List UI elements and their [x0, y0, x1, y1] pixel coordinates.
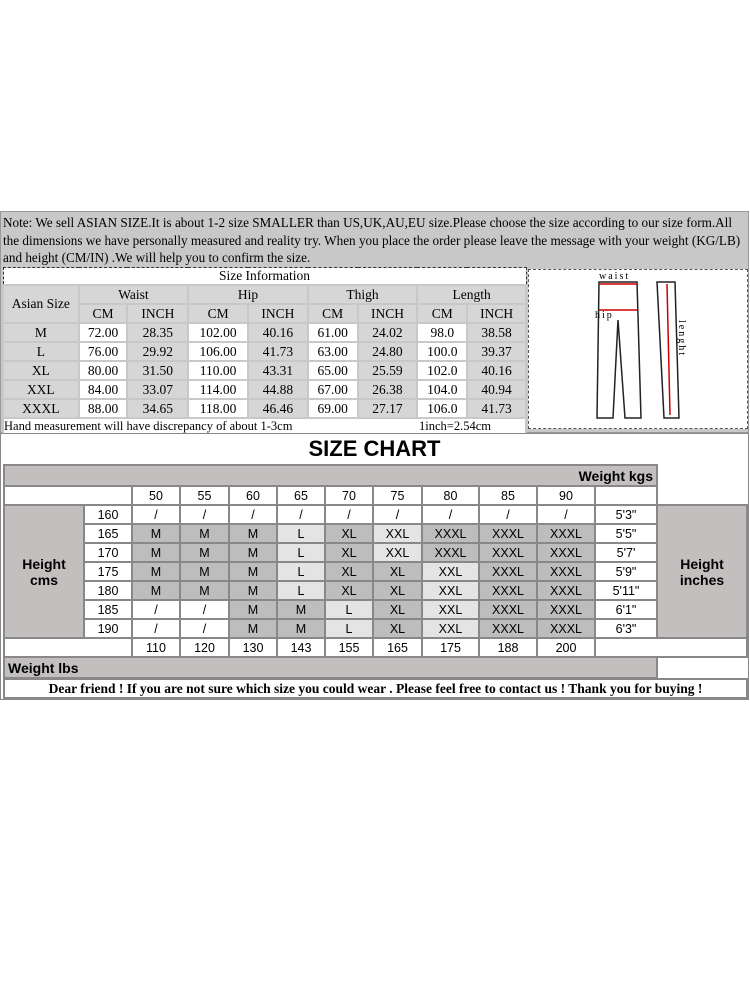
measurement-cell: 72.00	[79, 323, 128, 342]
measurement-cell: 98.0	[417, 323, 467, 342]
size-cell: XL	[325, 524, 373, 543]
size-cell: M	[229, 524, 277, 543]
height-cm-value: 175	[84, 562, 132, 581]
size-cell: M	[229, 543, 277, 562]
unit-header: CM	[79, 304, 128, 323]
measurement-cell: 43.31	[248, 361, 308, 380]
size-cell: XXXL	[537, 581, 595, 600]
lb-value: 110	[132, 638, 180, 657]
length-label: lenght	[676, 320, 687, 357]
measurement-cell: 41.73	[467, 399, 526, 418]
unit-header: CM	[308, 304, 358, 323]
size-cell: M	[229, 619, 277, 638]
blank-cell	[4, 638, 132, 657]
size-cell: XL	[325, 562, 373, 581]
group-header: Length	[417, 285, 526, 304]
size-cell: XXXL	[537, 600, 595, 619]
lb-value: 143	[277, 638, 325, 657]
size-cell: /	[277, 505, 325, 524]
size-cell: XXXL	[479, 581, 537, 600]
size-label: XL	[3, 361, 79, 380]
measurement-cell: 39.37	[467, 342, 526, 361]
measurement-cell: 31.50	[127, 361, 188, 380]
measurement-cell: 110.00	[188, 361, 248, 380]
measurement-cell: 63.00	[308, 342, 358, 361]
size-cell: XXL	[373, 524, 422, 543]
height-inch-value: 5'11"	[595, 581, 657, 600]
measurement-cell: 65.00	[308, 361, 358, 380]
size-cell: XL	[373, 581, 422, 600]
size-cell: XXL	[373, 543, 422, 562]
waist-label: waist	[599, 271, 631, 282]
weight-lbs-row	[4, 657, 747, 678]
size-information-table	[2, 267, 527, 436]
height-inch-value: 5'7'	[595, 543, 657, 562]
measurement-cell: 84.00	[79, 380, 128, 399]
height-inch-value: 5'9"	[595, 562, 657, 581]
size-cell: XXXL	[479, 600, 537, 619]
measurement-cell: 102.00	[188, 323, 248, 342]
lb-value: 155	[325, 638, 373, 657]
measurement-cell: 106.00	[188, 342, 248, 361]
size-cell: /	[180, 619, 229, 638]
height-cm-value: 190	[84, 619, 132, 638]
size-cell: XXL	[422, 562, 479, 581]
unit-row	[3, 304, 526, 323]
size-cell: XXXL	[422, 543, 479, 562]
measurement-cell: 44.88	[248, 380, 308, 399]
measurement-cell: 40.16	[248, 323, 308, 342]
table-row	[3, 361, 526, 380]
size-cell: XL	[373, 562, 422, 581]
size-cell: /	[132, 505, 180, 524]
unit-header: INCH	[127, 304, 188, 323]
size-cell: L	[277, 581, 325, 600]
measurement-cell: 106.0	[417, 399, 467, 418]
measurement-cell: 24.02	[358, 323, 418, 342]
height-row	[4, 581, 747, 600]
kgs-row	[4, 486, 747, 505]
measurement-cell: 102.0	[417, 361, 467, 380]
unit-header: CM	[188, 304, 248, 323]
kg-value: 65	[277, 486, 325, 505]
lb-value: 188	[479, 638, 537, 657]
size-cell: XXXL	[537, 524, 595, 543]
size-cell: /	[132, 600, 180, 619]
measurement-cell: 25.59	[358, 361, 418, 380]
size-label: M	[3, 323, 79, 342]
size-cell: XL	[325, 543, 373, 562]
height-row	[4, 524, 747, 543]
size-cell: XXXL	[422, 524, 479, 543]
kg-value: 50	[132, 486, 180, 505]
unit-header: INCH	[248, 304, 308, 323]
lb-value: 120	[180, 638, 229, 657]
size-cell: XXXL	[537, 543, 595, 562]
size-chart-panel	[0, 433, 749, 700]
size-cell: XXXL	[479, 619, 537, 638]
footnote: Hand measurement will have discrepancy of about 1-3cm	[4, 419, 293, 433]
kg-value: 55	[180, 486, 229, 505]
size-cell: /	[479, 505, 537, 524]
size-cell: M	[229, 562, 277, 581]
height-inches-label: Height inches	[657, 505, 747, 638]
measurement-cell: 40.94	[467, 380, 526, 399]
size-cell: M	[180, 562, 229, 581]
size-chart-table	[3, 464, 748, 679]
size-cell: XXL	[422, 619, 479, 638]
size-label: XXL	[3, 380, 79, 399]
size-cell: M	[180, 543, 229, 562]
measurement-cell: 114.00	[188, 380, 248, 399]
size-cell: L	[277, 543, 325, 562]
measurement-cell: 80.00	[79, 361, 128, 380]
asian-size-header: Asian Size	[3, 285, 79, 323]
size-cell: M	[229, 600, 277, 619]
measurement-cell: 46.46	[248, 399, 308, 418]
height-inch-value: 6'1"	[595, 600, 657, 619]
measurement-cell: 61.00	[308, 323, 358, 342]
measurement-cell: 88.00	[79, 399, 128, 418]
measurement-cell: 41.73	[248, 342, 308, 361]
lb-value: 165	[373, 638, 422, 657]
size-cell: XXL	[422, 581, 479, 600]
pants-measurement-diagram	[528, 269, 748, 429]
table-row	[3, 323, 526, 342]
kg-value: 70	[325, 486, 373, 505]
kg-value: 85	[479, 486, 537, 505]
size-cell: M	[277, 619, 325, 638]
weight-kgs-row	[4, 465, 747, 486]
kg-value: 75	[373, 486, 422, 505]
weight-kgs-label: Weight kgs	[4, 465, 657, 486]
lb-value: 130	[229, 638, 277, 657]
size-label: L	[3, 342, 79, 361]
height-inch-value: 6'3"	[595, 619, 657, 638]
size-cell: XXXL	[479, 562, 537, 581]
size-cell: XL	[373, 619, 422, 638]
table-row	[3, 380, 526, 399]
size-info-title: Size Information	[3, 268, 526, 286]
size-cell: /	[180, 505, 229, 524]
unit-header: INCH	[467, 304, 526, 323]
size-cell: /	[229, 505, 277, 524]
blank-cell	[4, 486, 132, 505]
size-information-panel	[0, 211, 749, 433]
size-cell: /	[373, 505, 422, 524]
size-cell: M	[132, 562, 180, 581]
height-row	[4, 619, 747, 638]
height-cm-value: 165	[84, 524, 132, 543]
lbs-row	[4, 638, 747, 657]
measurement-cell: 29.92	[127, 342, 188, 361]
hip-label: hip	[595, 310, 614, 321]
height-inch-value: 5'5"	[595, 524, 657, 543]
size-cell: L	[325, 619, 373, 638]
group-header: Thigh	[308, 285, 418, 304]
measurement-cell: 118.00	[188, 399, 248, 418]
height-row	[4, 600, 747, 619]
size-cell: M	[180, 581, 229, 600]
size-cell: L	[277, 524, 325, 543]
height-cm-value: 185	[84, 600, 132, 619]
size-cell: /	[422, 505, 479, 524]
height-row	[4, 505, 747, 524]
height-cm-value: 180	[84, 581, 132, 600]
size-note: Note: We sell ASIAN SIZE.It is about 1-2 size SMALLER than US,UK,AU,EU size.Please choose the size according to our size form.All the dimensions we have personally measured and reality try. When you place the order please leave the message with your weight (KG/LB) and height (CM/IN) .We will help you to confirm the size.	[3, 215, 741, 265]
size-cell: M	[132, 543, 180, 562]
size-cell: XXL	[422, 600, 479, 619]
group-row	[3, 285, 526, 304]
contact-footer: Dear friend ! If you are not sure which size you could wear . Please feel free to contact us ! Thank you for buying !	[3, 678, 748, 699]
kg-value: 90	[537, 486, 595, 505]
unit-header: INCH	[358, 304, 418, 323]
size-cell: /	[325, 505, 373, 524]
inch-conversion: 1inch=2.54cm	[419, 419, 491, 433]
size-cell: M	[180, 524, 229, 543]
height-inch-value: 5'3"	[595, 505, 657, 524]
pants-illustration-icon	[529, 270, 747, 428]
size-cell: XXXL	[537, 619, 595, 638]
measurement-cell: 67.00	[308, 380, 358, 399]
size-cell: /	[180, 600, 229, 619]
size-cell: XXXL	[479, 524, 537, 543]
blank-cell	[595, 486, 657, 505]
measurement-cell: 76.00	[79, 342, 128, 361]
kg-value: 80	[422, 486, 479, 505]
measurement-cell: 28.35	[127, 323, 188, 342]
lb-value: 200	[537, 638, 595, 657]
group-header: Waist	[79, 285, 189, 304]
height-row	[4, 562, 747, 581]
size-cell: XXXL	[537, 562, 595, 581]
size-cell: L	[277, 562, 325, 581]
size-cell: M	[132, 581, 180, 600]
size-cell: M	[132, 524, 180, 543]
weight-lbs-label: Weight lbs	[4, 657, 657, 678]
blank-cell	[595, 638, 747, 657]
size-label: XXXL	[3, 399, 79, 418]
unit-header: CM	[417, 304, 467, 323]
table-row	[3, 342, 526, 361]
height-cms-label: Height cms	[4, 505, 84, 638]
size-cell: M	[277, 600, 325, 619]
size-cell: XXXL	[479, 543, 537, 562]
measurement-cell: 33.07	[127, 380, 188, 399]
title-row	[3, 268, 526, 286]
measurement-cell: 100.0	[417, 342, 467, 361]
size-cell: M	[229, 581, 277, 600]
table-row	[3, 399, 526, 418]
kg-value: 60	[229, 486, 277, 505]
measurement-cell: 27.17	[358, 399, 418, 418]
measurement-cell: 26.38	[358, 380, 418, 399]
size-cell: XL	[325, 581, 373, 600]
measurement-cell: 104.0	[417, 380, 467, 399]
measurement-cell: 40.16	[467, 361, 526, 380]
measurement-cell: 24.80	[358, 342, 418, 361]
size-cell: XL	[373, 600, 422, 619]
height-row	[4, 543, 747, 562]
size-cell: /	[537, 505, 595, 524]
measurement-cell: 34.65	[127, 399, 188, 418]
size-cell: /	[132, 619, 180, 638]
lb-value: 175	[422, 638, 479, 657]
size-chart-title: SIZE CHART	[308, 436, 441, 461]
height-cm-value: 170	[84, 543, 132, 562]
measurement-cell: 38.58	[467, 323, 526, 342]
size-cell: L	[325, 600, 373, 619]
group-header: Hip	[188, 285, 308, 304]
measurement-cell: 69.00	[308, 399, 358, 418]
height-cm-value: 160	[84, 505, 132, 524]
